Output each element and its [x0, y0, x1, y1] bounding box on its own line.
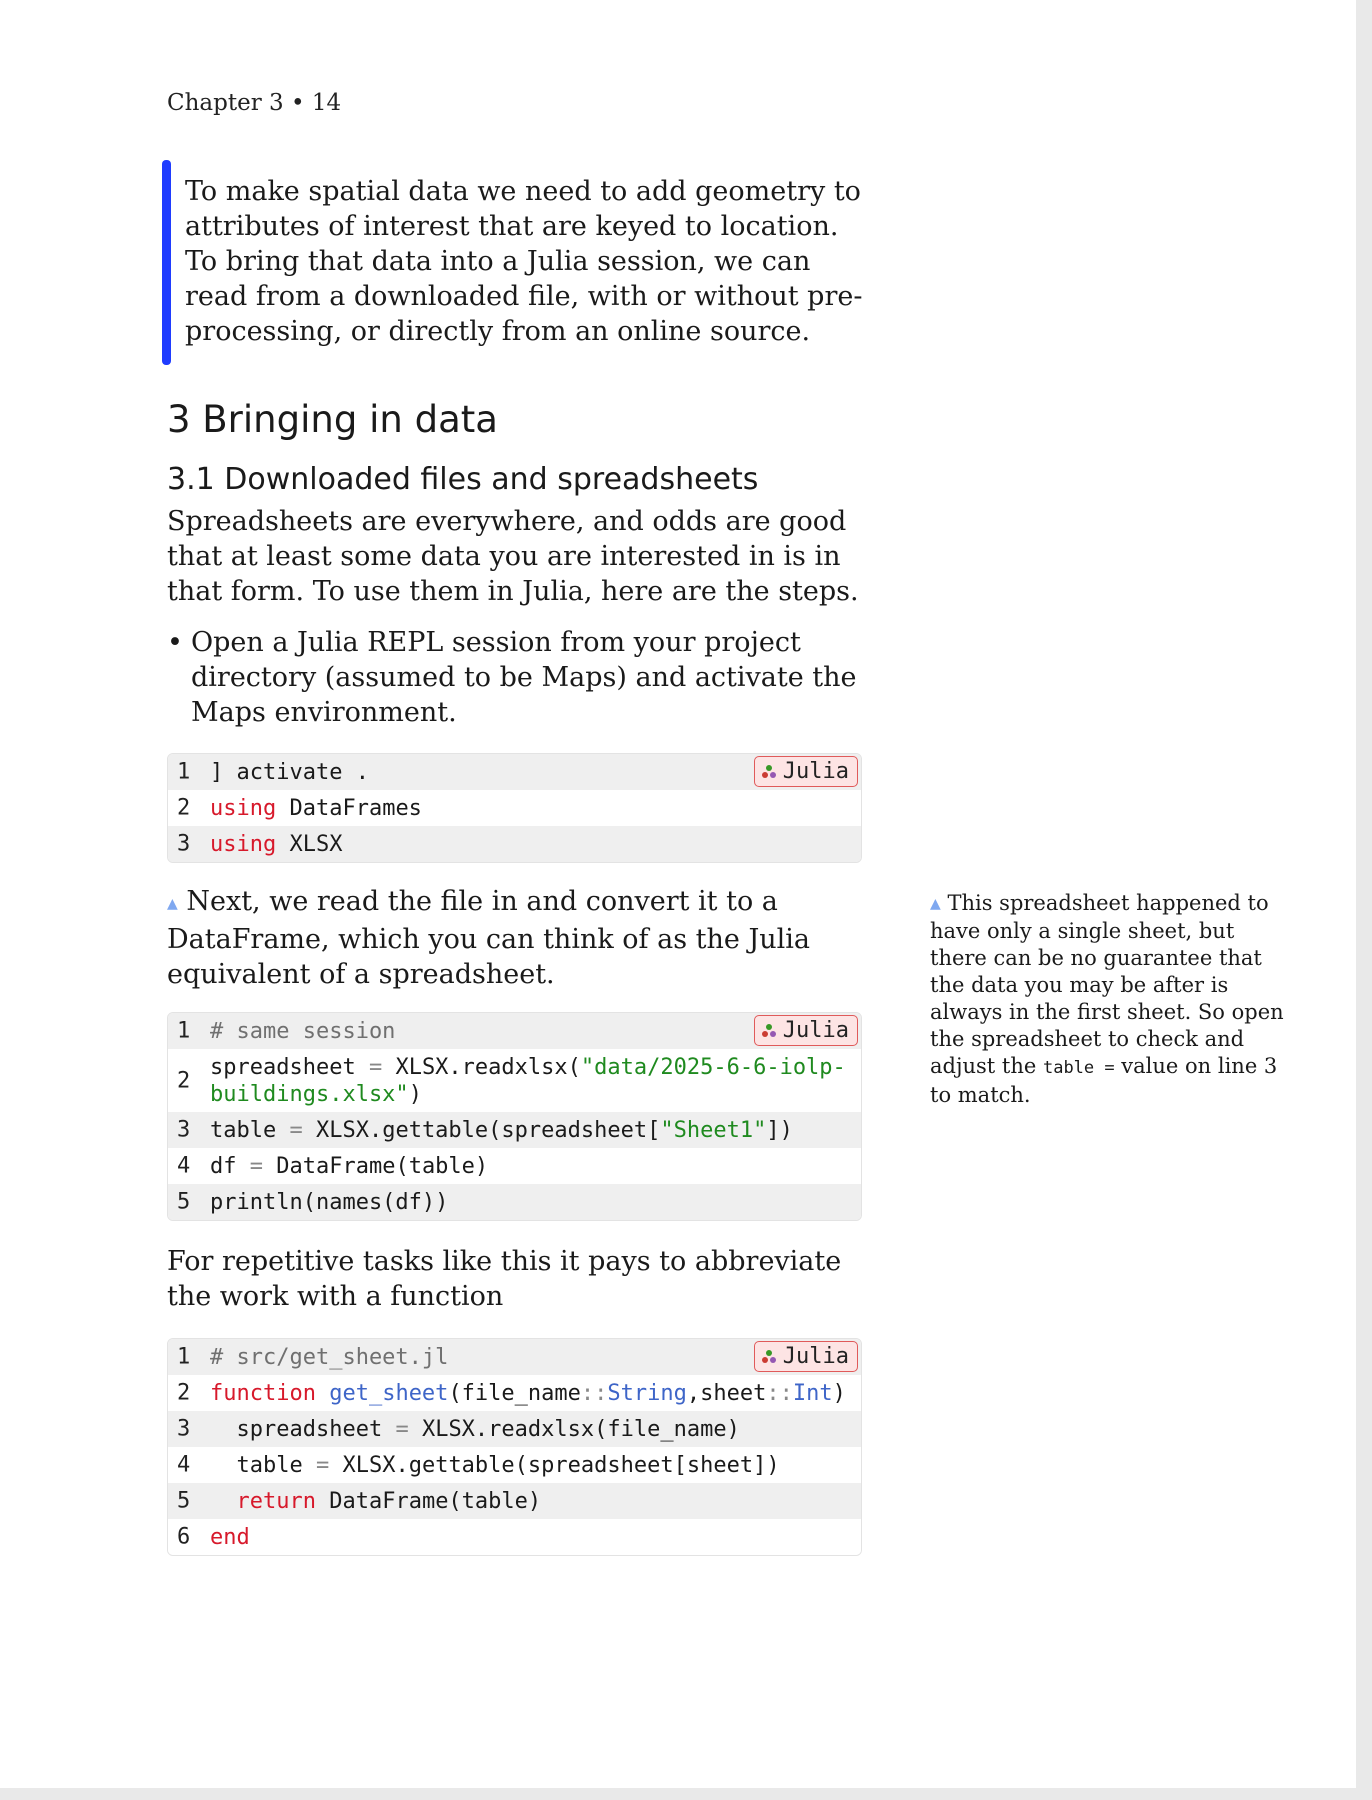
code-token: "Sheet1"	[660, 1118, 767, 1143]
language-badge	[754, 756, 858, 787]
language-badge	[754, 1015, 858, 1046]
code-token: Int	[792, 1381, 833, 1406]
code-token: =	[249, 1154, 263, 1179]
code-token: using	[210, 796, 277, 821]
code-token: (file_name	[448, 1381, 581, 1406]
code-token: String	[607, 1381, 687, 1406]
code-line	[168, 1049, 861, 1112]
language-badge-label: Julia	[782, 1018, 849, 1043]
line-number: 1	[177, 1344, 191, 1370]
julia-logo-icon	[761, 1023, 777, 1039]
paragraph-dataframe-text: Next, we read the file in and convert it to a DataFrame, which you can think of as the Julia equivalent of a spreadsheet.	[167, 886, 811, 990]
line-number: 4	[177, 1153, 191, 1179]
code-token: =	[395, 1417, 409, 1442]
code-token: # src/get_sheet.jl	[210, 1345, 449, 1370]
code-token: "data/2025-6-6-iolp-buildings.xlsx"	[210, 1055, 846, 1107]
code-token: )	[832, 1381, 846, 1406]
code-line	[168, 790, 861, 826]
code-token: spreadsheet	[210, 1417, 396, 1442]
line-number: 1	[177, 759, 191, 785]
line-number: 2	[177, 1380, 191, 1406]
code-line	[168, 1483, 861, 1519]
code-line	[168, 1411, 861, 1447]
line-number: 2	[177, 1068, 191, 1093]
paragraph-function: For repetitive tasks like this it pays to abbreviate the work with a function	[167, 1246, 842, 1312]
code-token: ])	[766, 1118, 793, 1143]
code-block-1	[167, 753, 862, 863]
line-number: 5	[177, 1189, 191, 1215]
callout-text: To make spatial data we need to add geometry to attributes of interest that are keyed to location. To bring that data into a Julia session, we can read from a downloaded file, with or without pre-processing, or directly from an online source.	[185, 176, 863, 347]
code-token	[316, 1381, 329, 1406]
language-badge	[754, 1341, 858, 1372]
code-token: table	[210, 1118, 290, 1143]
code-token: get_sheet	[329, 1381, 449, 1406]
code-token: println(names(df))	[210, 1190, 449, 1215]
paragraph-dataframe	[167, 884, 867, 992]
code-token: ::	[580, 1381, 608, 1406]
code-token: ::	[766, 1381, 793, 1406]
code-token: DataFrames	[276, 796, 422, 821]
code-token: return	[236, 1489, 316, 1514]
code-block-3	[167, 1338, 862, 1556]
code-token: XLSX.readxlsx(file_name)	[408, 1417, 740, 1442]
bullet-marker: •	[167, 627, 183, 658]
language-badge-label: Julia	[782, 1344, 849, 1369]
bullet-text: Open a Julia REPL session from your project directory (assumed to be Maps) and activate the Maps environment.	[191, 627, 857, 728]
page-edge-right	[1356, 0, 1372, 1800]
code-token	[210, 1489, 237, 1514]
code-line	[168, 1447, 861, 1483]
code-line	[168, 1184, 861, 1220]
code-token: =	[368, 1055, 383, 1080]
margin-note	[930, 890, 1290, 1109]
code-token: =	[315, 1453, 330, 1478]
line-number: 1	[177, 1018, 191, 1044]
section-heading: 3 Bringing in data	[167, 398, 498, 441]
code-line	[168, 826, 861, 862]
language-badge-label: Julia	[782, 759, 849, 784]
line-number: 5	[177, 1488, 191, 1514]
line-number: 3	[177, 831, 191, 857]
code-token: spreadsheet	[210, 1055, 369, 1080]
running-header: Chapter 3 • 14	[167, 90, 342, 116]
code-line	[168, 1375, 861, 1411]
code-block-2	[167, 1012, 862, 1221]
subsection-heading: 3.1 Downloaded files and spreadsheets	[167, 462, 759, 497]
page-edge-bottom	[0, 1788, 1372, 1800]
code-line	[168, 1519, 861, 1555]
code-line	[168, 1148, 861, 1184]
code-token: XLSX.gettable(spreadsheet[sheet])	[329, 1453, 780, 1478]
code-token: df	[210, 1154, 250, 1179]
line-number: 4	[177, 1452, 191, 1478]
code-token: XLSX	[276, 832, 343, 857]
margin-note-inline-code: table =	[1042, 1058, 1115, 1078]
code-token: DataFrame(table)	[263, 1154, 489, 1179]
line-number: 3	[177, 1117, 191, 1143]
margin-note-text-before: This spreadsheet happened to have only a single sheet, but there can be no guarantee that the data you may be after is always in the first sheet. So open the spreadsheet to check and adjust the	[930, 891, 1284, 1078]
code-token: XLSX.gettable(spreadsheet[	[302, 1118, 661, 1143]
code-token: function	[210, 1381, 316, 1406]
code-token: =	[289, 1118, 303, 1143]
code-line	[168, 1112, 861, 1148]
code-token: end	[210, 1525, 250, 1550]
code-token: )	[408, 1082, 422, 1107]
code-token: table	[210, 1453, 316, 1478]
line-number: 6	[177, 1524, 191, 1550]
margin-note-marker-icon: ▲	[930, 896, 941, 912]
code-token: using	[210, 832, 277, 857]
code-token: XLSX.readxlsx(	[382, 1055, 581, 1080]
julia-logo-icon	[761, 764, 777, 780]
margin-note-anchor-icon: ▲	[167, 896, 178, 912]
code-token: ,sheet	[686, 1381, 767, 1406]
line-number: 2	[177, 795, 191, 821]
margin-note-text-after: value on line 3 to match.	[930, 1054, 1278, 1107]
code-token: # same session	[210, 1019, 396, 1044]
intro-paragraph: Spreadsheets are everywhere, and odds are good that at least some data you are interested in is in that form. To use them in Julia, here are the steps.	[167, 506, 859, 607]
callout-accent-bar	[162, 160, 171, 365]
julia-logo-icon	[761, 1349, 777, 1365]
line-number: 3	[177, 1416, 191, 1442]
code-token: ] activate .	[210, 760, 369, 785]
code-token: DataFrame(table)	[315, 1489, 542, 1514]
callout-box	[162, 160, 862, 365]
